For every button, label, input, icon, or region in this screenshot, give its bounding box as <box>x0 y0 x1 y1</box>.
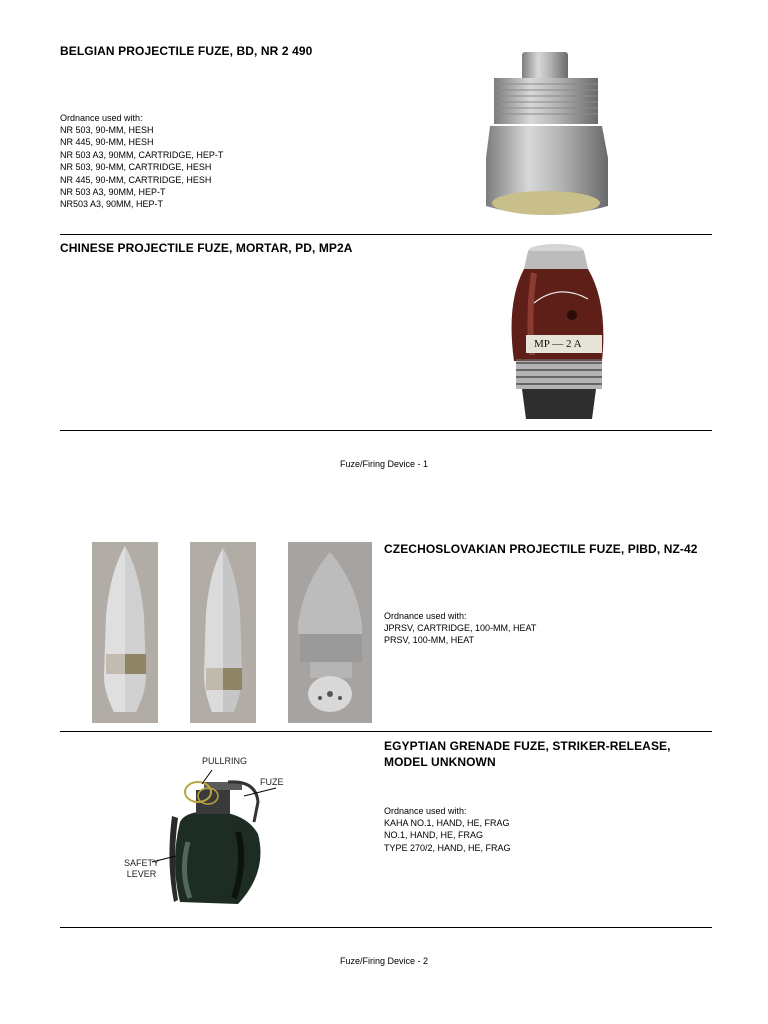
czech-fuze-photo-3 <box>288 542 372 723</box>
list-item: NR 503 A3, 90MM, HEP-T <box>60 187 166 198</box>
egyptian-ordnance-label: Ordnance used with: <box>384 806 467 816</box>
belgian-ordnance-label: Ordnance used with: <box>60 113 143 123</box>
page-footer-2: Fuze/Firing Device - 2 <box>339 956 429 966</box>
egyptian-ordnance-list <box>384 817 511 854</box>
list-item: NR 503, 90-MM, HESH <box>60 125 154 135</box>
list-item: NR 503, 90-MM, CARTRIDGE, HESH <box>60 162 212 173</box>
section-divider <box>60 234 712 235</box>
egyptian-fuze-title: EGYPTIAN GRENADE FUZE, STRIKER-RELEASE, MODEL UNKNOWN <box>384 739 671 769</box>
list-item: JPRSV, CARTRIDGE, 100-MM, HEAT <box>384 623 537 633</box>
chinese-fuze-label: MP — 2 A <box>534 338 582 350</box>
safety-lever-callout: SAFETY LEVER <box>124 858 160 879</box>
fuze-callout: FUZE <box>260 777 284 787</box>
list-item: PRSV, 100-MM, HEAT <box>384 635 475 646</box>
list-item: NR503 A3, 90MM, HEP-T <box>60 199 164 210</box>
belgian-ordnance-list <box>60 124 223 211</box>
czech-fuze-photo-1 <box>92 542 158 723</box>
list-item: KAHA NO.1, HAND, HE, FRAG <box>384 818 510 828</box>
section-divider <box>60 731 712 732</box>
page-footer-1: Fuze/Firing Device - 1 <box>339 459 429 469</box>
czech-fuze-title: CZECHOSLOVAKIAN PROJECTILE FUZE, PIBD, NZ-42 <box>384 542 698 556</box>
chinese-fuze-photo <box>504 243 614 423</box>
czech-fuze-photo-2 <box>190 542 256 723</box>
czech-ordnance-label: Ordnance used with: <box>384 611 467 621</box>
list-item: TYPE 270/2, HAND, HE, FRAG <box>384 842 511 853</box>
list-item: NO.1, HAND, HE, FRAG <box>384 830 484 841</box>
czech-ordnance-list <box>384 622 536 647</box>
section-divider <box>60 927 712 928</box>
pullring-callout: PULLRING <box>202 756 248 766</box>
list-item: NR 503 A3, 90MM, CARTRIDGE, HEP-T <box>60 149 224 160</box>
belgian-fuze-photo <box>480 48 610 224</box>
egyptian-grenade-diagram <box>118 752 298 912</box>
list-item: NR 445, 90-MM, HESH <box>60 137 154 148</box>
chinese-fuze-title: CHINESE PROJECTILE FUZE, MORTAR, PD, MP2A <box>60 241 353 255</box>
list-item: NR 445, 90-MM, CARTRIDGE, HESH <box>60 174 212 185</box>
section-divider <box>60 430 712 431</box>
belgian-fuze-title: BELGIAN PROJECTILE FUZE, BD, NR 2 490 <box>60 44 313 58</box>
